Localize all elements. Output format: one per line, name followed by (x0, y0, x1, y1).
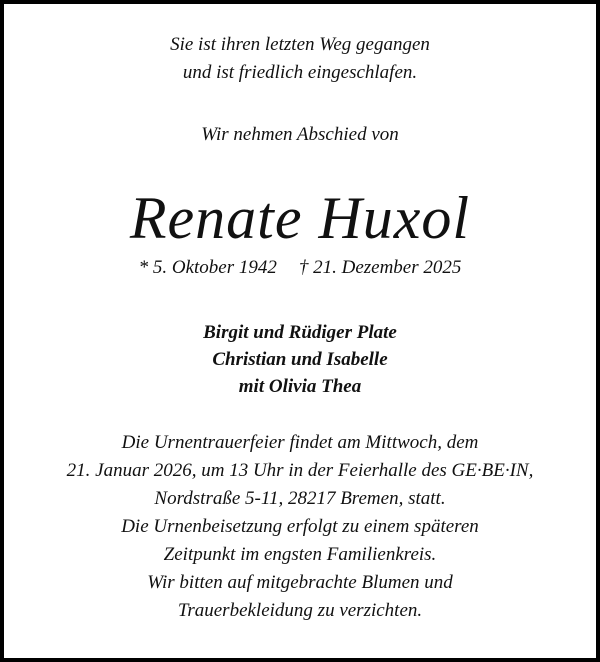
service-line: Wir bitten auf mitgebrachte Blumen und (147, 572, 453, 593)
service-line: Die Urnenbeisetzung erfolgt zu einem späteren (121, 516, 479, 537)
service-line: Zeitpunkt im engsten Familienkreis. (163, 544, 437, 565)
mourner-line: Birgit und Rüdiger Plate (203, 322, 397, 343)
birth-date: 5. Oktober 1942 (152, 257, 277, 278)
mourner-line: Christian und Isabelle (212, 349, 388, 370)
service-line: Trauerbekleidung zu verzichten. (177, 600, 423, 621)
mourner-line: mit Olivia Thea (238, 376, 362, 397)
death-date: 21. Dezember 2025 (313, 257, 462, 278)
birth-symbol: * (138, 257, 149, 278)
obituary-notice (4, 4, 596, 658)
intro-line-2: und ist friedlich eingeschlafen. (182, 62, 418, 83)
life-dates (4, 257, 596, 279)
farewell-line: Wir nehmen Abschied von (201, 124, 399, 145)
death-symbol-icon: † (298, 257, 309, 278)
service-line: Nordstraße 5-11, 28217 Bremen, statt. (154, 488, 446, 509)
deceased-name: Renate Huxol (129, 185, 471, 251)
service-line: 21. Januar 2026, um 13 Uhr in der Feierhalle des GE·BE·IN, (66, 460, 534, 481)
service-line: Die Urnentrauerfeier findet am Mittwoch, dem (121, 432, 479, 453)
intro-line-1: Sie ist ihren letzten Weg gegangen (170, 34, 430, 55)
